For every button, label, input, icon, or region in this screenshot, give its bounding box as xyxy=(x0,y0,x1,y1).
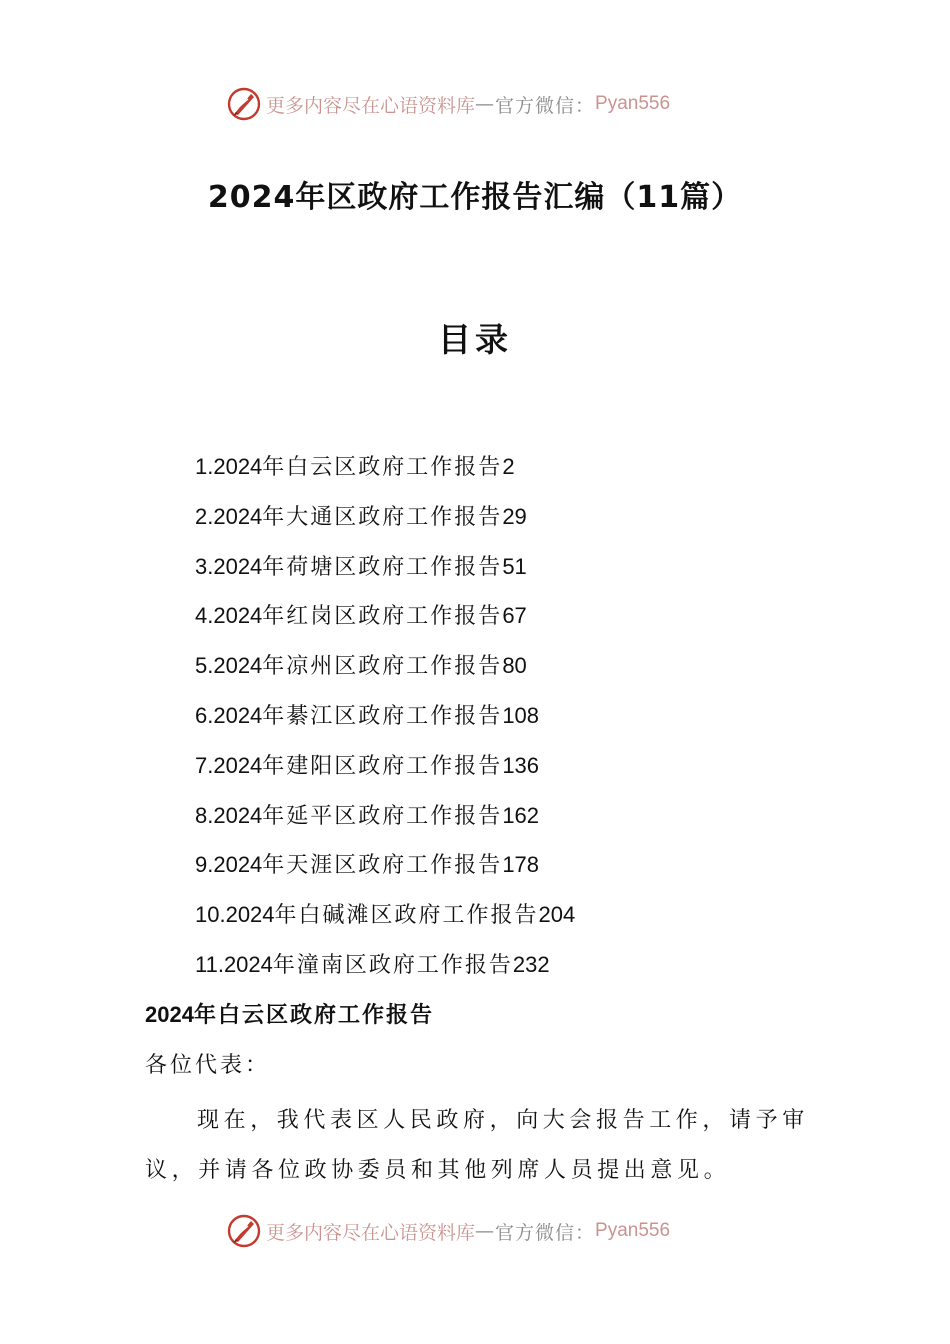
banner-dash: — xyxy=(475,93,496,115)
toc-item-text: 年凉州区政府工作报告 xyxy=(262,654,503,680)
banner-main-text: 更多内容尽在心语资料库 xyxy=(266,1221,476,1244)
toc-item[interactable] xyxy=(195,799,575,849)
toc-item-page: 162 xyxy=(502,802,540,828)
banner-dash: — xyxy=(475,1220,496,1242)
section-title-text: 年白云区政府工作报告 xyxy=(193,1002,434,1028)
body-paragraph: 现在，我代表区人民政府，向大会报告工作，请予审议，并请各位政协委员和其他列席人员提出意见。 xyxy=(145,1108,809,1183)
toc-item-text: 年建阳区政府工作报告 xyxy=(262,753,503,779)
toc-item-text: 年綦江区政府工作报告 xyxy=(262,703,503,729)
section-title-year: 2024 xyxy=(145,1002,194,1027)
toc-item[interactable] xyxy=(195,550,575,600)
toc-item-number: 7.2024 xyxy=(195,752,263,778)
toc-item[interactable] xyxy=(195,948,575,998)
toc-item-page: 232 xyxy=(512,951,550,977)
toc-item[interactable] xyxy=(195,749,575,799)
toc-item-page: 204 xyxy=(538,902,576,928)
toc-item-number: 1.2024 xyxy=(195,454,263,479)
toc-item[interactable] xyxy=(195,500,575,550)
section-title xyxy=(145,998,434,1029)
toc-item-text: 年红岗区政府工作报告 xyxy=(262,604,503,630)
toc-item-page: 51 xyxy=(502,553,527,579)
toc-heading: 目录 xyxy=(438,320,512,359)
toc-item-number: 8.2024 xyxy=(195,802,263,828)
toc-item-number: 2.2024 xyxy=(195,503,263,529)
banner-main-text: 更多内容尽在心语资料库 xyxy=(266,94,476,117)
toc-item-number: 10.2024 xyxy=(195,902,275,928)
toc-item-page: 2 xyxy=(502,454,515,479)
quill-pen-logo-icon xyxy=(226,1213,262,1249)
toc-item-page: 178 xyxy=(502,852,540,878)
toc-item[interactable] xyxy=(195,599,575,649)
toc-item-number: 9.2024 xyxy=(195,852,263,878)
banner-wechat-id: Pyan556 xyxy=(595,93,671,114)
toc-item-page: 108 xyxy=(502,702,540,728)
banner-official-label: 官方微信： xyxy=(495,1221,596,1244)
document-title: 2024年区政府工作报告汇编（11篇） xyxy=(207,180,743,215)
toc-item[interactable] xyxy=(195,898,575,948)
toc-item-text: 年荷塘区政府工作报告 xyxy=(262,554,503,580)
banner-wechat-id: Pyan556 xyxy=(595,1220,671,1241)
salutation: 各位代表： xyxy=(145,1053,271,1078)
toc-item-number: 4.2024 xyxy=(195,603,263,629)
toc-item[interactable] xyxy=(195,450,575,500)
toc-item[interactable] xyxy=(195,699,575,749)
toc-item-page: 80 xyxy=(502,653,527,679)
toc-item[interactable] xyxy=(195,649,575,699)
banner-official-label: 官方微信： xyxy=(495,94,596,117)
toc-item-text: 年天涯区政府工作报告 xyxy=(262,853,503,879)
toc-item-text: 年白云区政府工作报告 xyxy=(262,455,503,480)
footer-watermark-banner xyxy=(226,1211,670,1251)
toc-item-text: 年白碱滩区政府工作报告 xyxy=(274,903,539,929)
toc-item-text: 年延平区政府工作报告 xyxy=(262,803,503,829)
toc-item[interactable] xyxy=(195,848,575,898)
toc-item-number: 6.2024 xyxy=(195,702,263,728)
toc-item-page: 67 xyxy=(502,603,527,629)
header-watermark-banner xyxy=(226,84,670,124)
table-of-contents xyxy=(195,450,575,998)
toc-item-number: 5.2024 xyxy=(195,653,263,679)
toc-item-number: 3.2024 xyxy=(195,553,263,579)
toc-item-page: 29 xyxy=(502,503,527,529)
toc-item-text: 年大通区政府工作报告 xyxy=(262,504,503,530)
toc-item-number: 11.2024 xyxy=(195,951,273,977)
toc-item-page: 136 xyxy=(502,752,540,778)
quill-pen-logo-icon xyxy=(226,86,262,122)
toc-item-text: 年潼南区政府工作报告 xyxy=(272,952,513,978)
